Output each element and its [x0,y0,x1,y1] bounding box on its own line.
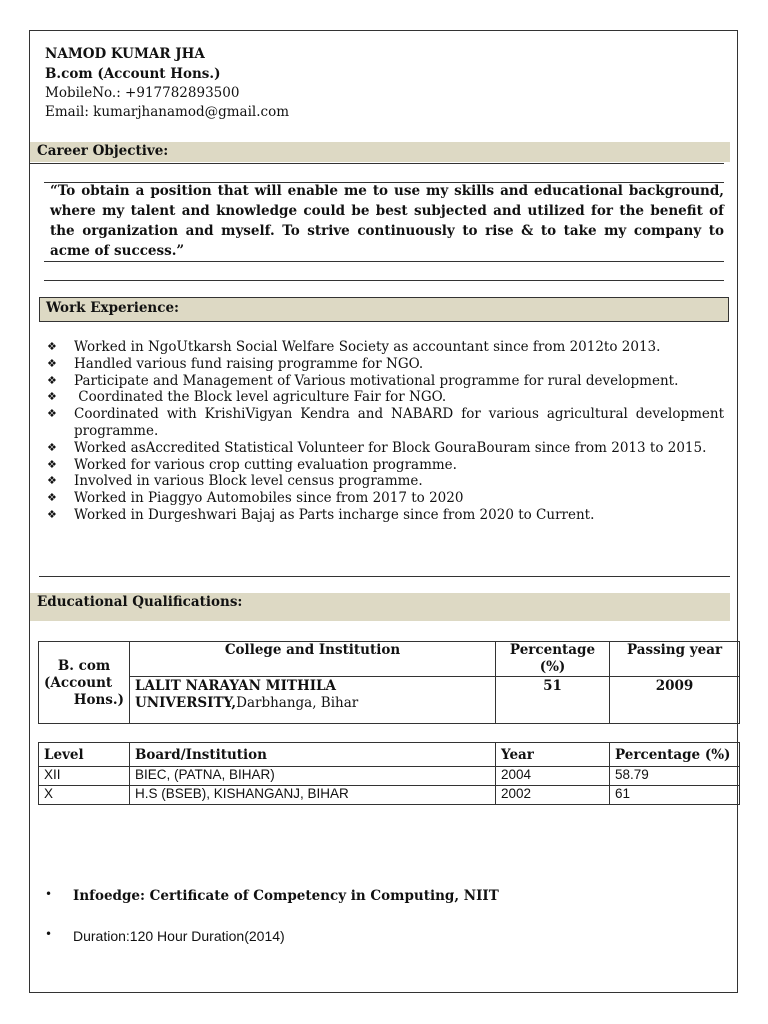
degree-table [38,641,740,724]
table-cell: 2002 [496,786,610,805]
level-column-header: Level [39,743,130,767]
diamond-bullet-icon: ❖ [47,474,57,488]
percentage-cell: 51 [496,677,610,724]
list-item: ❖ Worked in Piaggyo Automobiles since from 2017 to 2020 [47,490,464,507]
table-cell: XII [39,767,130,786]
diamond-bullet-icon: ❖ [47,340,57,353]
list-item: ❖ Worked asAccredited Statistical Volunteer for Block GouraBouram since from 2013 to 2015. [47,439,707,456]
diamond-bullet-icon: ❖ [47,407,57,421]
bullet-icon: • [45,927,53,941]
percentage-column-header: Percentage (%) [496,642,610,677]
certification-duration: Duration:120 Hour Duration(2014) [73,928,285,944]
table-row [39,767,740,786]
diamond-bullet-icon: ❖ [47,491,57,505]
divider [44,280,724,281]
table-cell: 58.79 [610,767,740,786]
passing-year-cell: 2009 [610,677,740,724]
list-item: ❖ Coordinated the Block level agriculture Fair for NGO. [47,389,447,406]
divider [44,261,724,262]
divider [30,163,724,164]
diamond-bullet-icon: ❖ [47,440,57,454]
diamond-bullet-icon: ❖ [47,390,57,404]
mobile-number: MobileNo.: +917782893500 [45,85,240,101]
certification-title: Infoedge: Certificate of Competency in Computing, NIIT [73,888,499,904]
work-experience-list [47,339,724,524]
list-item: ❖ Worked in NgoUtkarsh Social Welfare Society as accountant since from 2012to 2013. [47,339,661,355]
table-cell: 2004 [496,767,610,786]
list-item: ❖ Worked in Durgeshwari Bajaj as Parts incharge since from 2020 to Current. [47,506,595,523]
table-cell: 61 [610,786,740,805]
candidate-name: NAMOD KUMAR JHA [45,46,205,62]
candidate-degree: B.com (Account Hons.) [45,66,221,82]
list-item: ❖ Participate and Management of Various motivational programme for rural development. [47,372,679,389]
career-objective-heading: Career Objective: [37,143,169,159]
work-experience-heading: Work Experience: [46,300,180,316]
percentage-column-header: Percentage (%) [610,743,740,767]
divider [39,576,730,577]
career-objective-text: “To obtain a position that will enable me to use my skills and educational background, where my talent and knowledge could be best subjected and utilized for the benefit of the organization and myself. To strive continuously to rise & to take my company to acme of success.” [50,183,724,259]
diamond-bullet-icon: ❖ [47,356,57,370]
bullet-icon: • [45,887,53,901]
education-heading: Educational Qualifications: [37,594,243,610]
list-item: ❖ Handled various fund raising programme for NGO. [47,355,424,372]
college-cell: LALIT NARAYAN MITHILA UNIVERSITY,Darbhanga, Bihar [130,677,496,724]
table-row [39,786,740,805]
school-table [38,742,740,805]
diamond-bullet-icon: ❖ [47,507,57,521]
degree-cell: B. com (Account Hons.) [39,642,130,724]
list-item: ❖ Coordinated with KrishiVigyan Kendra and NABARD for various agricultural development programme. [47,406,724,439]
diamond-bullet-icon: ❖ [47,373,57,387]
email-address: Email: kumarjhanamod@gmail.com [45,104,290,120]
list-item: ❖ Involved in various Block level census programme. [47,473,423,490]
college-column-header: College and Institution [130,642,496,677]
year-column-header: Year [496,743,610,767]
passing-year-column-header: Passing year [610,642,740,677]
table-cell: BIEC, (PATNA, BIHAR) [130,767,496,786]
table-cell: H.S (BSEB), KISHANGANJ, BIHAR [130,786,496,805]
diamond-bullet-icon: ❖ [47,457,57,471]
table-cell: X [39,786,130,805]
list-item: ❖ Worked for various crop cutting evaluation programme. [47,456,457,473]
board-column-header: Board/Institution [130,743,496,767]
